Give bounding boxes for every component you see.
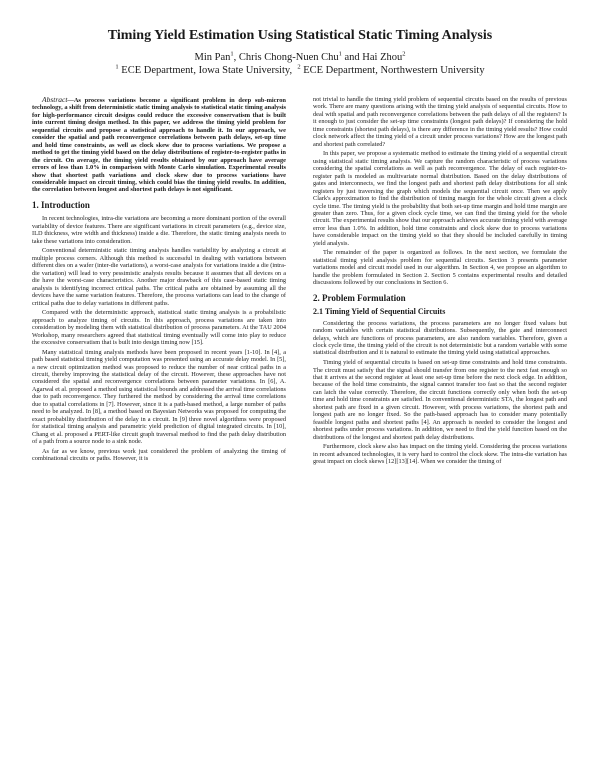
- author-separator: and: [341, 52, 363, 63]
- author-2: Chris Chong-Nuen Chu: [238, 52, 339, 63]
- paragraph: Many statistical timing analysis methods have been proposed in recent years [1-10]. In [4], a path based statistical timing yield computation was presented using an accurate delay model. In [5], a new circuit optimization method was proposed to reduce the number of near critical paths in a circuit, thereby improving the statistical delay of the circuit. However, these approaches have not considered the spatial and reconvergence correlations between parameter variations. In [6], A. Agarwal et al. proposed a method using statistical bounds and addressed the arrival time correlations due to path reconvergence. They furthered the method by considering the arrival time correlations due to spatial correlations in [7]. However, since it is a path-based method, a large number of paths need to be analyzed. In [8], a method based on Bayesian Networks was proposed for computing the exact probability distribution of the delay in a circuit. In [9] three novel algorithms were proposed for statistical timing analysis and parametric yield prediction of digital integrated circuits. In [10], Chang et al. proposed a PERT-like circuit graph traversal method to find the path delay distribution of a path from a source node to a sink node.: [32, 348, 286, 446]
- paragraph: The remainder of the paper is organized as follows. In the next section, we formulate the statistical timing yield analysis problem for sequential circuits. Section 3 presents parameter variations model and circuit model used in our algorithm. In Section 4, we propose an algorithm to handle the problem formulated in Section 2. Section 5 contains experimental results and detailed discussions followed by our conclusions in Section 6.: [313, 249, 567, 287]
- left-column: [32, 96, 286, 772]
- author-line: [0, 51, 600, 64]
- author-separator: ,: [233, 52, 239, 63]
- paragraph: Timing yield of sequential circuits is based on set-up time constraints and hold time constraints. The circuit must satisfy that the signal should transfer from one register to the next fast enough so that it arrives at the second register at least one set-up time before the next clock edge. In addition, because of the hold time constraints, the signal cannot transfer too fast so that the second register can latch the value correctly. Therefore, the circuit functions correctly only when both the set-up time and hold time constraints are satisfied. In conventional deterministic STA, the longest path and shortest path are fixed in a given circuit. However, with process variations, the shortest path and longest path are no longer fixed. So the path-based approach has to consider many potentially feasible longest paths and shortest paths [4]. An approach is needed to consider the longest and shortest paths under process variations. In addition, we need to find the yield function based on the distributions of the longest and shortest path delay distributions.: [313, 359, 567, 441]
- problem-heading: 2. Problem Formulation: [313, 292, 406, 303]
- affiliation-line: [0, 64, 600, 77]
- paragraph: Conventional deterministic static timing analysis handles variability by analyzing a circuit at multiple process corners. Although this method is successful in dealing with variations between different dies on a wafer (inter-die variations), a worst-case analysis for variations inside a die (intra-die variation) will lead to very pessimistic analysis results because it assumes that all devices on a die have the worst-case characteristics. Another major drawback of this case-based static timing analysis is identifying incorrect critical paths. The critical paths are obtained by assuming all the devices have the same variation features. Therefore, the process variations can lead to the change of critical paths due to delay variations in different paths.: [32, 247, 286, 307]
- author-1: Min Pan: [194, 52, 231, 63]
- affiliation-2-mark: 2: [297, 63, 301, 71]
- affiliation-2: ECE Department, Northwestern University: [300, 65, 485, 76]
- paragraph: In this paper, we propose a systematic method to estimate the timing yield of a sequential circuit using statistical static timing analysis. We capture the random characteristic of process variations considering the spatial correlations as well as path reconvergence. The delay of each register-to-register path is modeled as multivariate normal distribution. Based on the delay distributions of gates and interconnects, we find the longest path and shortest path delay distributions for all sink registers by just traversing the graph which models the sequential circuit once. Then we apply Clark's approximation to find the distribution of timing margin for the whole circuit given a clock cycle time. The timing yield is the probability that both set-up time margin and hold time margin are greater than zero. Thus, for a given clock cycle time, we can find the timing yield for the whole circuit. The experimental results show that our approach achieves accurate timing yield with average error less than 1.0%. In addition, hold time constraints and clock skew due to process variations have considerable impact on the timing yield so that they should be included carefully in timing yield analysis.: [313, 150, 567, 247]
- author-block: [0, 51, 600, 77]
- author-2-mark: 1: [338, 50, 342, 58]
- subsection-heading: 2.1 Timing Yield of Sequential Circuits: [313, 307, 446, 317]
- paragraph: Compared with the deterministic approach, statistical static timing analysis is a probabilistic approach to analyze timing of circuits. In this approach, process variations are taken into consideration by modeling them with statistical distribution of process parameters. At the TAU 2004 Workshop, many researchers agreed that statistical timing eventually will come into play to reduce the excessive conservatism that is built into design timing now [15].: [32, 309, 286, 346]
- abstract: [32, 96, 286, 194]
- intro-heading: 1. Introduction: [32, 199, 90, 210]
- paragraph: As far as we know, previous work just considered the problem of analyzing the timing of combinational circuits or paths. However, it is: [32, 447, 286, 463]
- paragraph: Furthermore, clock skew also has impact on the timing yield. Considering the process variations in recent advanced technologies, it is very hard to control the clock skew. The intra-die variation has great impact on clock skews [12][13][14]. When we consider the timing of: [313, 443, 567, 466]
- right-column: [313, 96, 567, 772]
- paragraph: Considering the process variations, the process parameters are no longer fixed values but random variables with certain statistical distributions. Subsequently, the gate and interconnect delays, which are functions of process parameters, are also random variables. Therefore, given a clock cycle time, the timing yield of the circuit is not deterministic but a random variable with some statistical distribution and it is natural to estimate the timing yield using statistical approaches.: [313, 319, 567, 357]
- paragraph: not trivial to handle the timing yield problem of sequential circuits based on the results of previous work. There are many questions arising with the timing yield analysis of sequential circuits. How to deal with spatial and path reconvergence correlations between the path delays of all the registers? Is it enough to just consider the set-up time constraints (longest path delays)? If considering the hold time constraints (shortest path delays), is there any difference in the timing yield results? How could clock network affect the timing yield of a circuit under process variations? How are the longest path and shortest path correlated?: [313, 96, 567, 148]
- author-1-mark: 1: [230, 50, 234, 58]
- abstract-label: Abstract: [42, 96, 68, 104]
- abstract-text: —As process variations become a significant problem in deep sub-micron technology, a shift from deterministic static timing analysis to statistical static timing analysis for high-performance circuit designs could reduce the excessive conservatism that is built into current timing design method. In this paper, we address the timing yield problem for sequential circuits and propose a statistical approach to handle it. In our approach, we consider the spatial and path reconvergence correlations between path delays, set-up time and hold time constraints, as well as clock skew due to process variations. We propose a method to get the timing yield based on the delay distributions of register-to-register paths in the circuit. On average, the timing yield results obtained by our approach have average errors of less than 1.0% in comparison with Monte Carlo simulation. Experimental results show that shortest path variations and clock skew due to process variations have considerable impact on circuit timing, which could bias the timing yield results. In addition, the correlation between longest and shortest path delays is not significant.: [32, 97, 286, 194]
- author-3-mark: 2: [402, 50, 406, 58]
- affiliation-1-mark: 1: [115, 63, 119, 71]
- paper-title: Timing Yield Estimation Using Statistical Static Timing Analysis: [107, 28, 493, 43]
- paragraph: In recent technologies, intra-die variations are becoming a more dominant portion of the overall variability of device features. There are significant variations in circuit parameters (e.g., device size, ILD thickness, wire width and thickness) inside a die. Therefore, the static timing analysis needs to take these variations into consideration.: [32, 215, 286, 245]
- author-3: Hai Zhou: [362, 52, 403, 63]
- affiliation-1: ECE Department, Iowa State University,: [118, 65, 293, 76]
